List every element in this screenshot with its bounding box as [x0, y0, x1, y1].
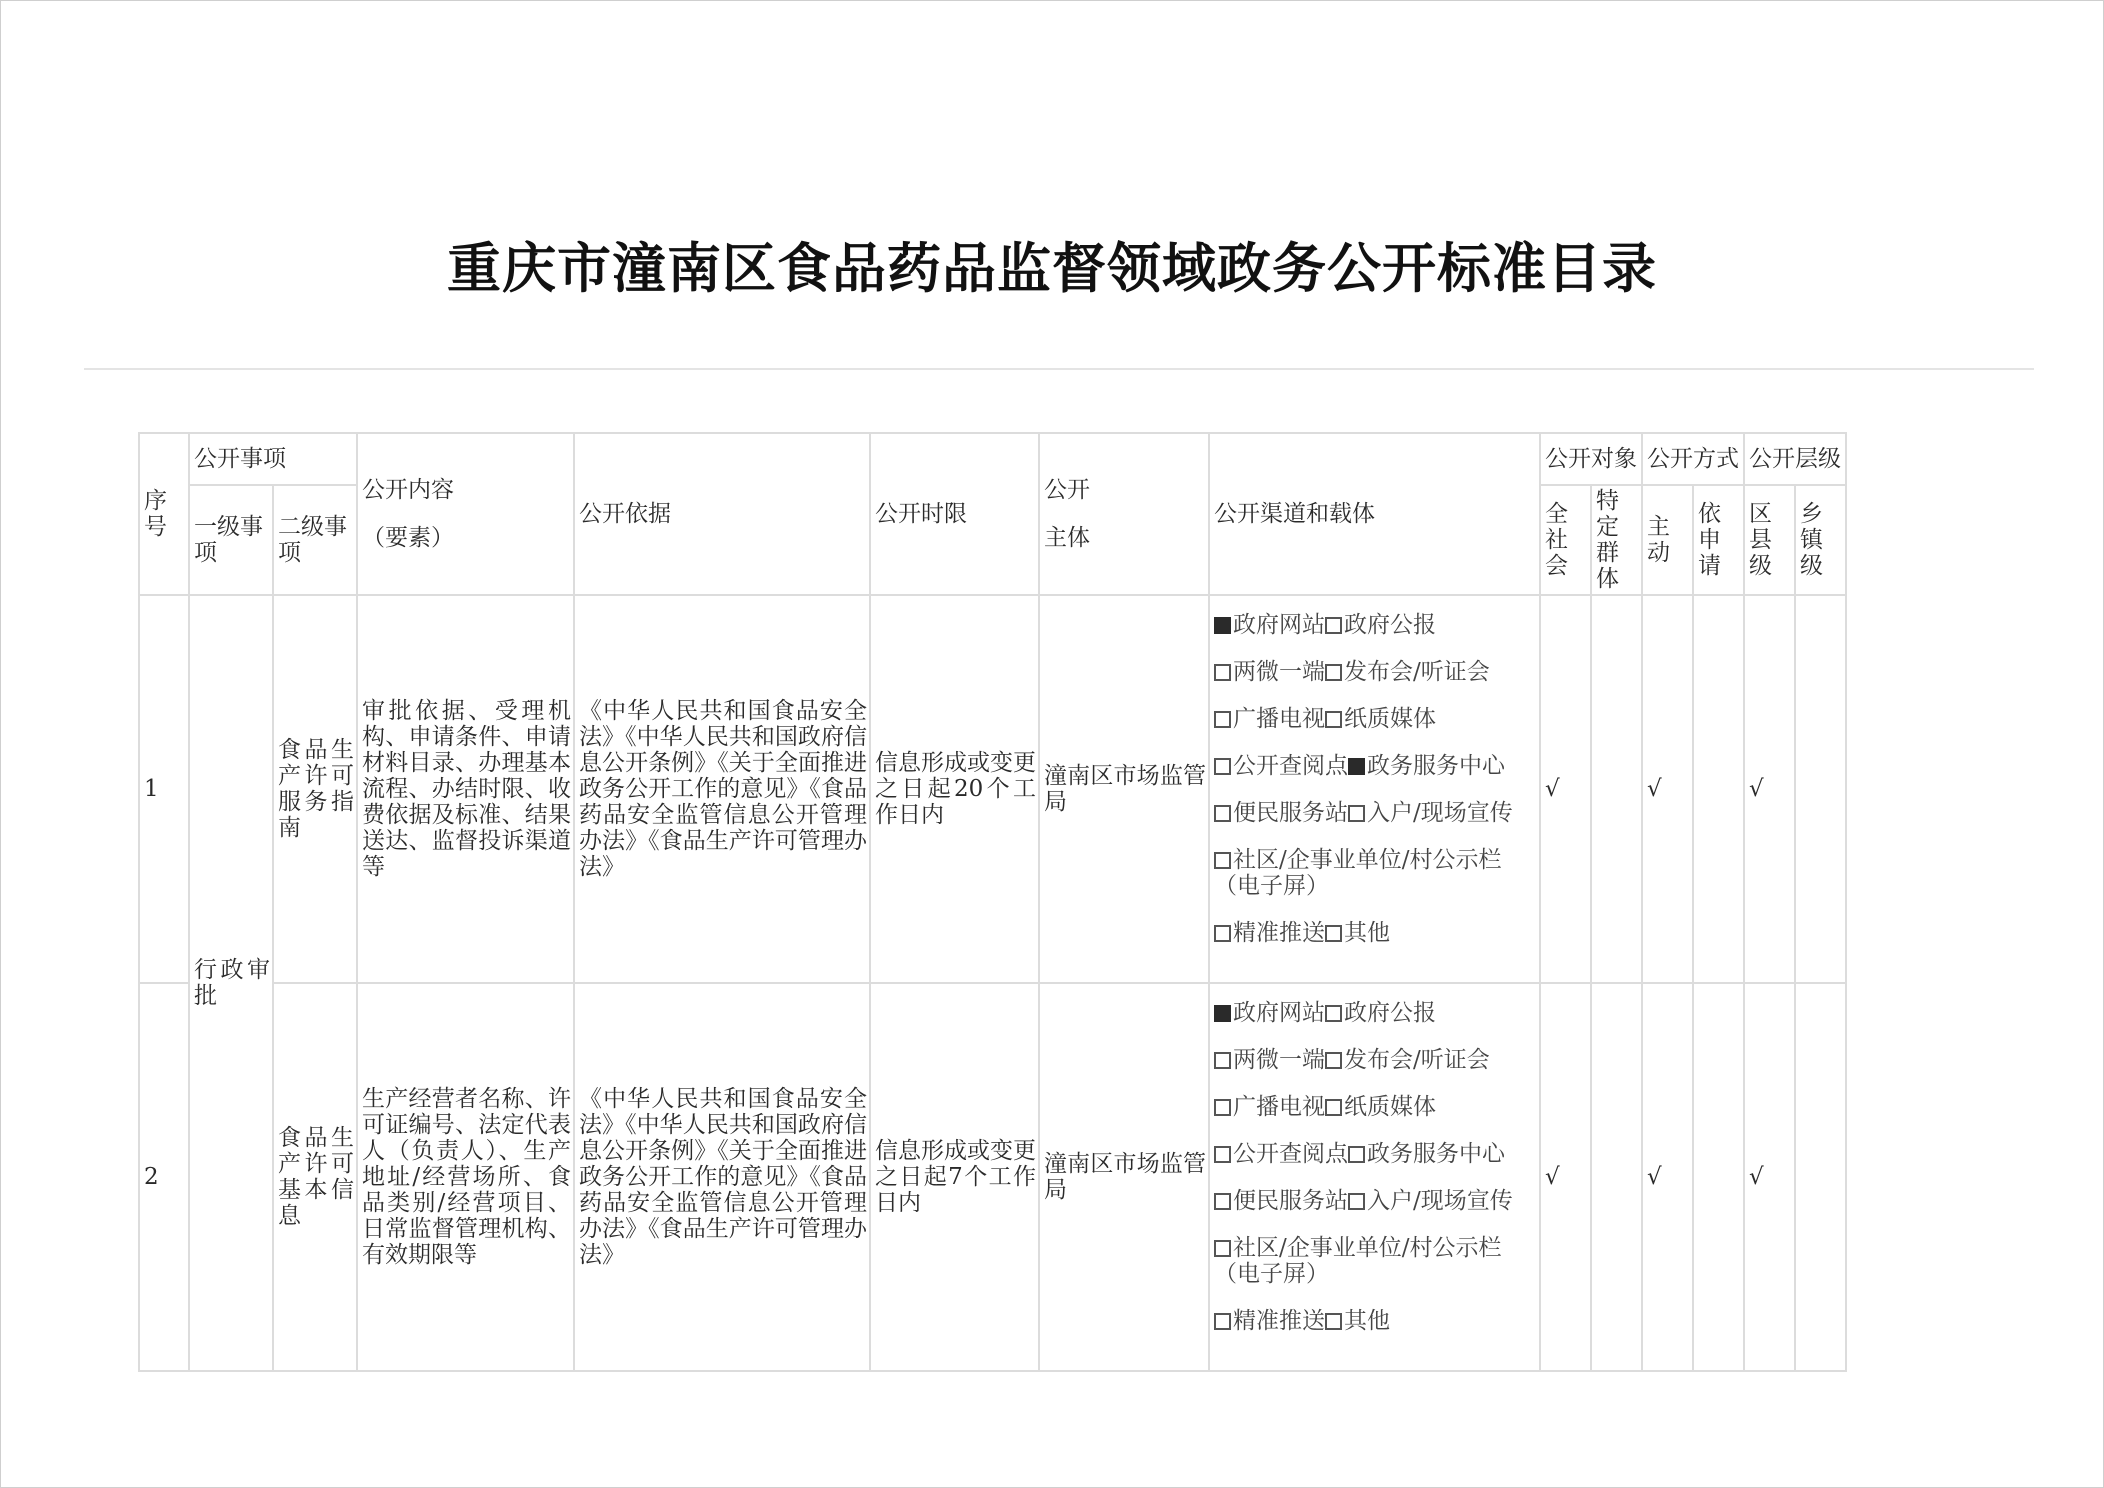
channel-label: 两微一端 — [1233, 658, 1325, 685]
channel-label: 纸质媒体 — [1344, 1093, 1436, 1120]
unchecked-box-icon — [1214, 1313, 1231, 1330]
channel-label: 政府公报 — [1344, 999, 1436, 1026]
row-seq: 2 — [139, 983, 189, 1371]
header-level-town: 乡镇级 — [1795, 485, 1846, 595]
table-row — [139, 983, 1846, 1371]
channel-label: 便民服务站 — [1233, 799, 1348, 826]
unchecked-box-icon — [1214, 1146, 1231, 1163]
header-content-line2: （要素） — [362, 525, 454, 551]
channel-label: 精准推送 — [1233, 1307, 1325, 1334]
row-channels — [1209, 983, 1540, 1371]
channel-label: 广播电视 — [1233, 1093, 1325, 1120]
unchecked-box-icon — [1325, 1099, 1342, 1116]
header-content-line1: 公开内容 — [362, 477, 454, 503]
row-subject: 潼南区市场监管局 — [1039, 595, 1209, 983]
header-method-request: 依申请 — [1693, 485, 1744, 595]
channel-label: 广播电视 — [1233, 705, 1325, 732]
header-level-county: 区县级 — [1744, 485, 1795, 595]
channel-label: 便民服务站 — [1233, 1187, 1348, 1214]
unchecked-box-icon — [1214, 925, 1231, 942]
row-basis: 《中华人民共和国食品安全法》《中华人民共和国政府信息公开条例》《关于全面推进政务公开工作的意见》《食品药品安全监管信息公开管理办法》《食品生产许可管理办法》 — [574, 983, 870, 1371]
channel-line — [1214, 920, 1537, 967]
unchecked-box-icon — [1348, 1146, 1365, 1163]
unchecked-box-icon — [1214, 852, 1231, 869]
unchecked-box-icon — [1214, 711, 1231, 728]
channel-label: 政府网站 — [1233, 999, 1325, 1026]
unchecked-box-icon — [1348, 805, 1365, 822]
channel-label: 其他 — [1344, 1307, 1390, 1334]
unchecked-box-icon — [1325, 664, 1342, 681]
checked-box-icon — [1214, 617, 1231, 634]
unchecked-box-icon — [1214, 1240, 1231, 1257]
channel-line — [1214, 1308, 1537, 1355]
channel-line — [1214, 1141, 1537, 1188]
unchecked-box-icon — [1214, 664, 1231, 681]
row-deadline: 信息形成或变更之日起7个工作日内 — [870, 983, 1039, 1371]
checked-box-icon — [1214, 1005, 1231, 1022]
channel-label: 入户/现场宣传 — [1367, 799, 1513, 826]
unchecked-box-icon — [1214, 1099, 1231, 1116]
row-audience-all: √ — [1540, 983, 1591, 1371]
row-seq: 1 — [139, 595, 189, 983]
header-subject — [1039, 433, 1209, 595]
channel-label: 社区/企事业单位/村公示栏（电子屏） — [1214, 1234, 1502, 1287]
header-deadline: 公开时限 — [870, 433, 1039, 595]
channel-line — [1214, 753, 1537, 800]
checked-box-icon — [1348, 758, 1365, 775]
row-level2: 食品生产许可服务指南 — [273, 595, 357, 983]
header-basis: 公开依据 — [574, 433, 870, 595]
row-level-county: √ — [1744, 983, 1795, 1371]
header-audience-all: 全社会 — [1540, 485, 1591, 595]
row-level-county: √ — [1744, 595, 1795, 983]
header-subject-line2: 主体 — [1044, 525, 1090, 551]
channel-line — [1214, 1235, 1537, 1308]
row-method-request — [1693, 983, 1744, 1371]
unchecked-box-icon — [1214, 805, 1231, 822]
unchecked-box-icon — [1325, 617, 1342, 634]
header-channels: 公开渠道和载体 — [1209, 433, 1540, 595]
channel-label: 精准推送 — [1233, 919, 1325, 946]
channel-label: 发布会/听证会 — [1344, 1046, 1490, 1073]
header-audience-specific: 特定群体 — [1591, 485, 1642, 595]
unchecked-box-icon — [1325, 711, 1342, 728]
header-audience-group: 公开对象 — [1540, 433, 1642, 485]
unchecked-box-icon — [1214, 1193, 1231, 1210]
channel-line — [1214, 659, 1537, 706]
row-level-town — [1795, 595, 1846, 983]
header-content — [357, 433, 574, 595]
channel-label: 其他 — [1344, 919, 1390, 946]
row-subject: 潼南区市场监管局 — [1039, 983, 1209, 1371]
unchecked-box-icon — [1325, 925, 1342, 942]
row-content: 生产经营者名称、许可证编号、法定代表人（负责人）、生产地址/经营场所、食品类别/经营项目、日常监督管理机构、有效期限等 — [357, 983, 574, 1371]
header-seq: 序号 — [139, 433, 189, 595]
channel-line — [1214, 847, 1537, 920]
channel-label: 政务服务中心 — [1367, 752, 1505, 779]
row-level1: 行政审批 — [189, 595, 273, 1371]
header-items-group: 公开事项 — [189, 433, 357, 485]
channel-line — [1214, 1094, 1537, 1141]
channel-line — [1214, 706, 1537, 753]
channel-line — [1214, 800, 1537, 847]
channel-label: 公开查阅点 — [1233, 1140, 1348, 1167]
channel-line — [1214, 612, 1537, 659]
channel-line — [1214, 1000, 1537, 1047]
channel-label: 纸质媒体 — [1344, 705, 1436, 732]
header-method-group: 公开方式 — [1642, 433, 1744, 485]
unchecked-box-icon — [1214, 1052, 1231, 1069]
channel-label: 两微一端 — [1233, 1046, 1325, 1073]
page-title: 重庆市潼南区食品药品监督领域政务公开标准目录 — [447, 236, 1657, 300]
channel-label: 政务服务中心 — [1367, 1140, 1505, 1167]
header-level1: 一级事项 — [189, 485, 273, 595]
unchecked-box-icon — [1348, 1193, 1365, 1210]
channel-label: 政府公报 — [1344, 611, 1436, 638]
row-basis: 《中华人民共和国食品安全法》《中华人民共和国政府信息公开条例》《关于全面推进政务公开工作的意见》《食品药品安全监管信息公开管理办法》《食品生产许可管理办法》 — [574, 595, 870, 983]
channel-line — [1214, 1188, 1537, 1235]
unchecked-box-icon — [1325, 1052, 1342, 1069]
channel-label: 公开查阅点 — [1233, 752, 1348, 779]
title-divider — [84, 368, 2034, 370]
row-content: 审批依据、受理机构、申请条件、申请材料目录、办理基本流程、办结时限、收费依据及标准、结果送达、监督投诉渠道等 — [357, 595, 574, 983]
unchecked-box-icon — [1325, 1313, 1342, 1330]
row-deadline: 信息形成或变更之日起20个工作日内 — [870, 595, 1039, 983]
catalog-table — [138, 432, 1847, 1372]
channel-label: 政府网站 — [1233, 611, 1325, 638]
row-method-active: √ — [1642, 595, 1693, 983]
header-subject-line1: 公开 — [1044, 477, 1090, 503]
unchecked-box-icon — [1325, 1005, 1342, 1022]
header-level-group: 公开层级 — [1744, 433, 1846, 485]
row-method-active: √ — [1642, 983, 1693, 1371]
unchecked-box-icon — [1214, 758, 1231, 775]
row-channels — [1209, 595, 1540, 983]
row-level2: 食品生产许可基本信息 — [273, 983, 357, 1371]
table-row — [139, 595, 1846, 983]
channel-label: 社区/企事业单位/村公示栏（电子屏） — [1214, 846, 1502, 899]
header-method-active: 主动 — [1642, 485, 1693, 595]
header-level2: 二级事项 — [273, 485, 357, 595]
row-audience-specific — [1591, 595, 1642, 983]
channel-label: 发布会/听证会 — [1344, 658, 1490, 685]
row-level-town — [1795, 983, 1846, 1371]
row-method-request — [1693, 595, 1744, 983]
channel-line — [1214, 1047, 1537, 1094]
channel-label: 入户/现场宣传 — [1367, 1187, 1513, 1214]
row-audience-all: √ — [1540, 595, 1591, 983]
row-audience-specific — [1591, 983, 1642, 1371]
